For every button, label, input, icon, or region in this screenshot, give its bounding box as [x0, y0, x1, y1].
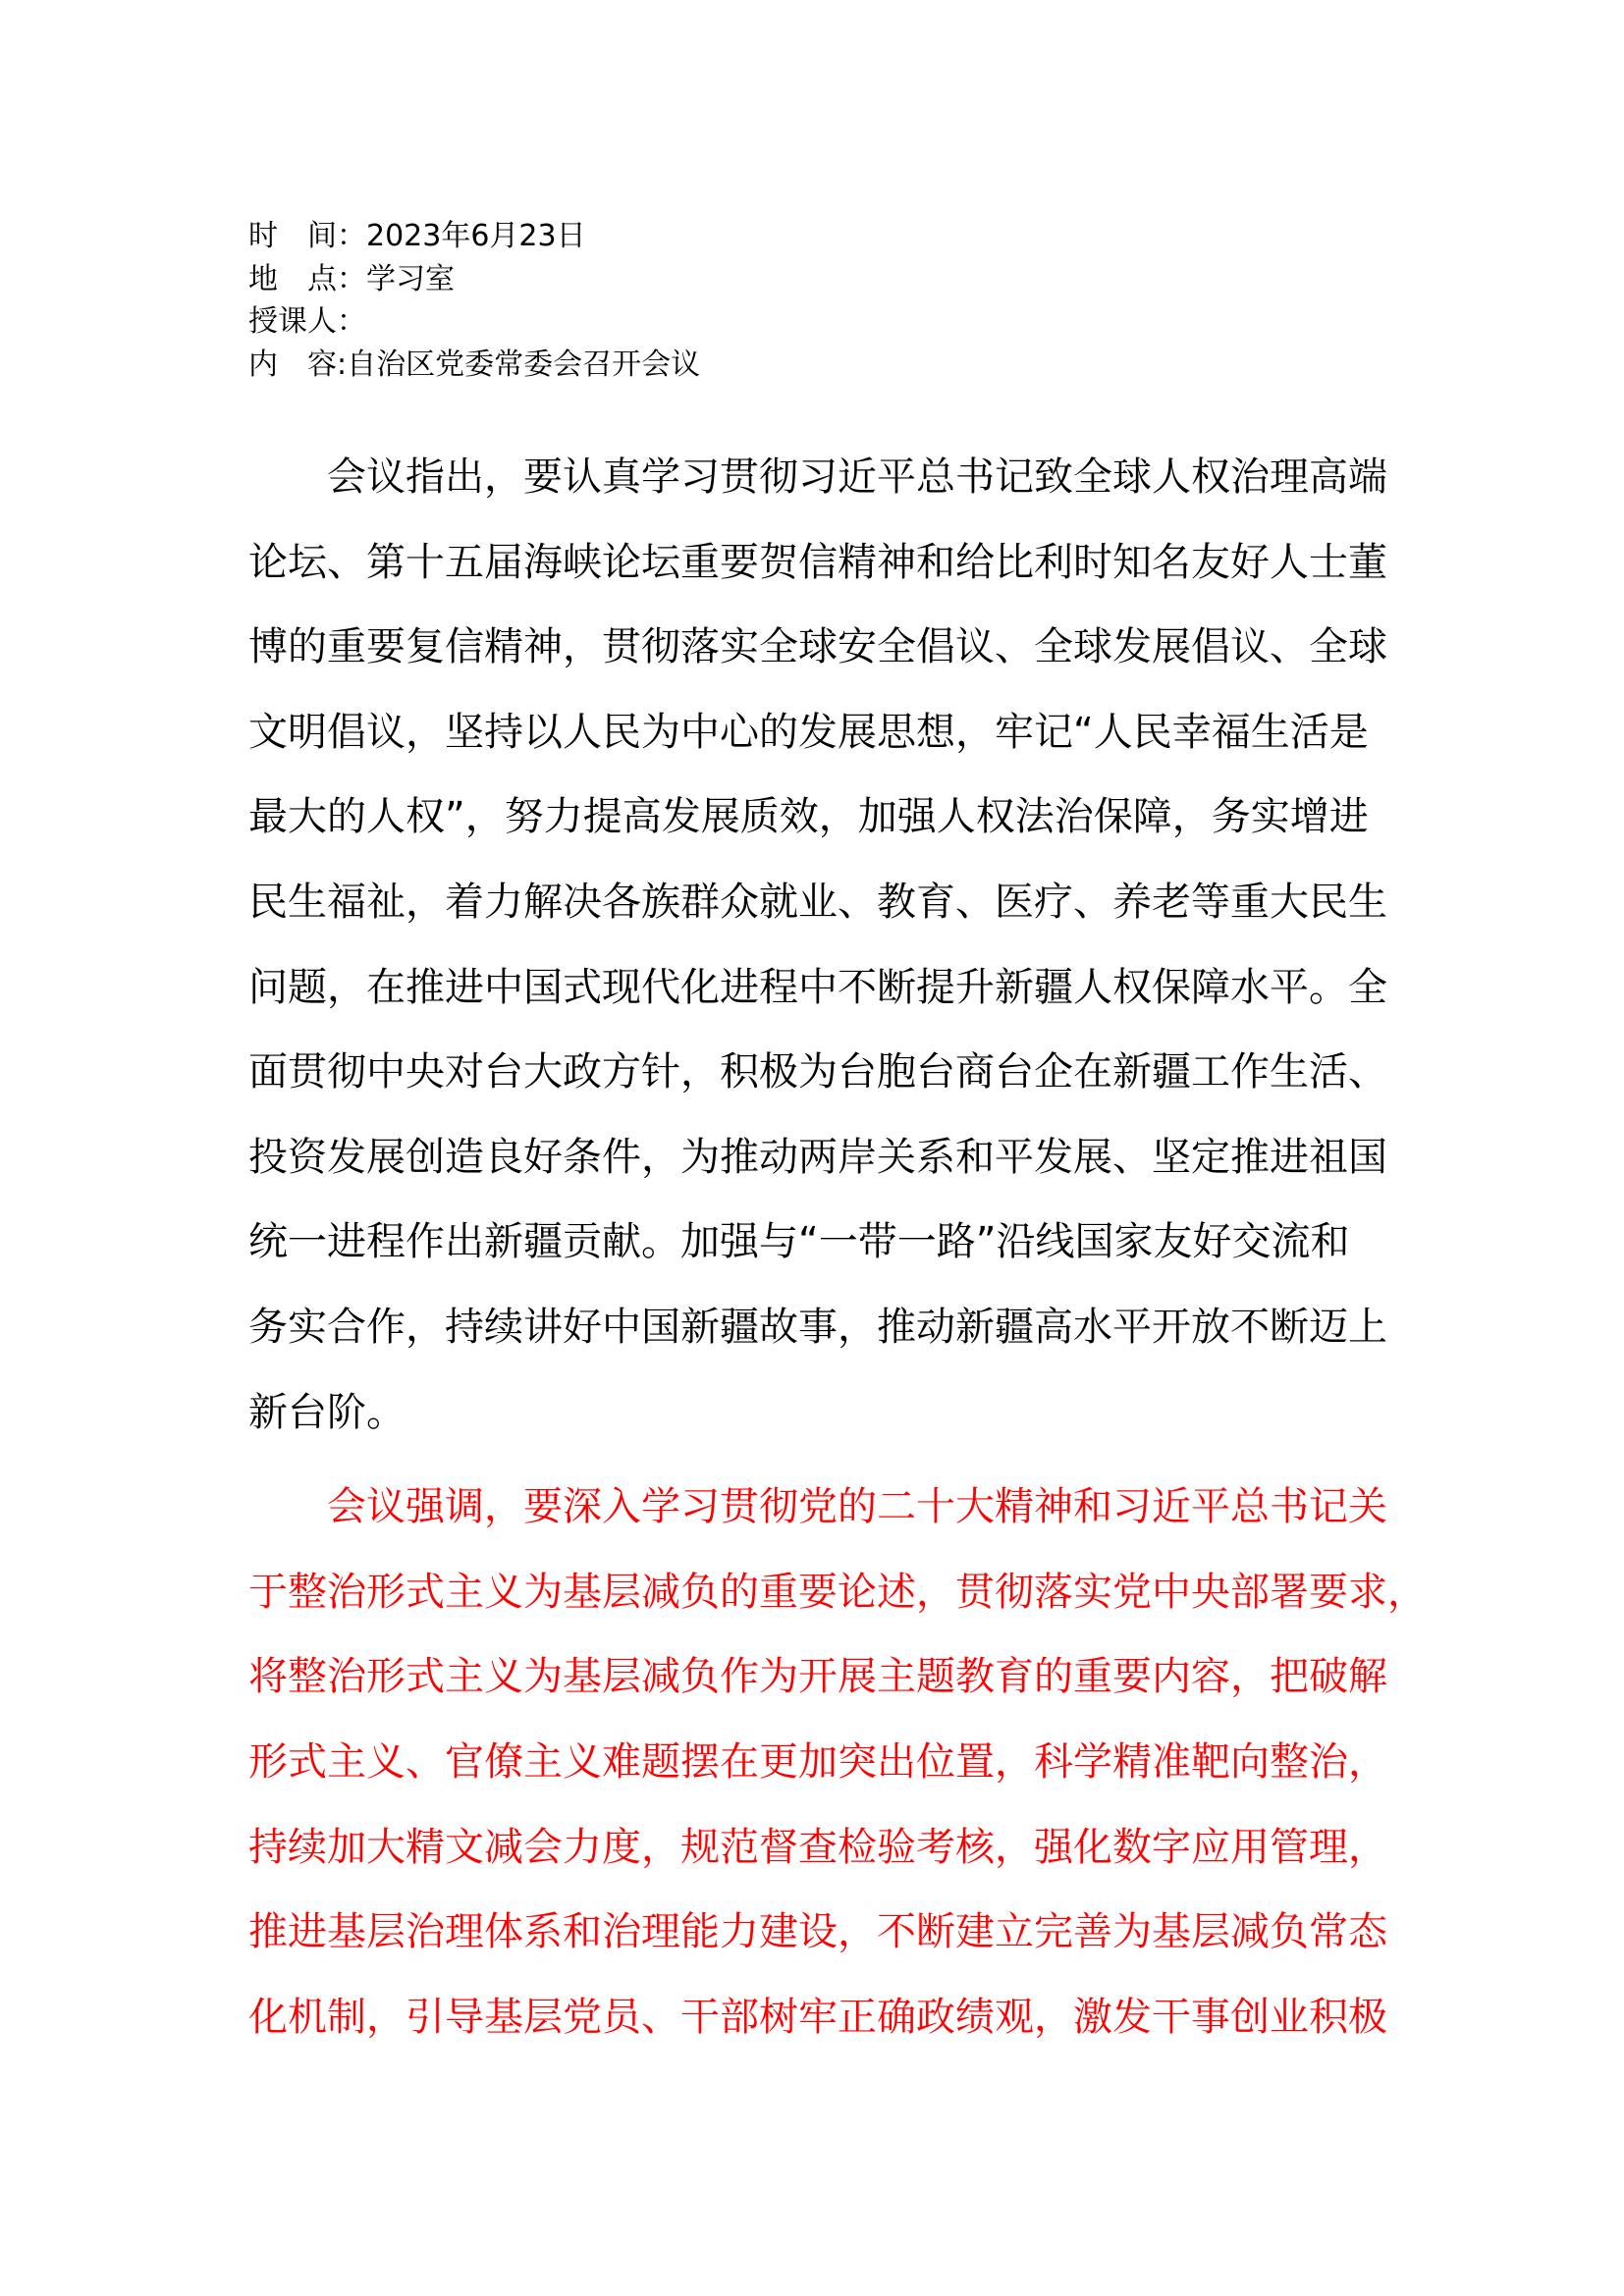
paragraph-line: 面贯彻中央对台大政方针，积极为台胞台商台企在新疆工作生活、: [248, 1049, 1387, 1095]
meeting-info-header: [248, 215, 700, 386]
paragraph-line: 文明倡议，坚持以人民为中心的发展思想，牢记“人民幸福生活是: [248, 709, 1369, 755]
meeting-time-value: 2023年6月23日: [366, 219, 586, 253]
paragraph-line: 化机制，引导基层党员、干部树牢正确政绩观，激发干事创业积极: [248, 1994, 1387, 2040]
paragraph-line: 最大的人权”，努力提高发展质效，加强人权法治保障，务实增进: [248, 794, 1369, 840]
paragraph-line: 于整治形式主义为基层减负的重要论述，贯彻落实党中央部署要求，: [248, 1569, 1427, 1615]
paragraph-line: 统一进程作出新疆贡献。加强与“一带一路”沿线国家友好交流和: [248, 1219, 1350, 1265]
paragraph-line: 将整治形式主义为基层减负作为开展主题教育的重要内容，把破解: [248, 1654, 1387, 1700]
meeting-content-label: 内 容:: [248, 347, 348, 382]
meeting-place-row: [248, 258, 700, 301]
paragraph-line: 会议指出，要认真学习贯彻习近平总书记致全球人权治理高端: [327, 454, 1387, 500]
paragraph-line: 投资发展创造良好条件，为推动两岸关系和平发展、坚定推进祖国: [248, 1134, 1387, 1180]
paragraph-line: 民生福祉，着力解决各族群众就业、教育、医疗、养老等重大民生: [248, 879, 1387, 925]
meeting-content-row: [248, 344, 700, 387]
paragraph-line: 论坛、第十五届海峡论坛重要贺信精神和给比利时知名友好人士董: [248, 539, 1387, 585]
meeting-content-value: 自治区党委常委会召开会议: [347, 347, 701, 382]
lecturer-row: [248, 300, 700, 344]
paragraph-line: 形式主义、官僚主义难题摆在更加突出位置，科学精准靶向整治，: [248, 1738, 1387, 1785]
paragraph-1: [248, 435, 1427, 1455]
paragraph-line: 新台阶。: [248, 1389, 406, 1435]
meeting-time-label: 时 间：: [248, 219, 366, 253]
paragraph-line: 推进基层治理体系和治理能力建设，不断建立完善为基层减负常态: [248, 1909, 1387, 1955]
paragraph-line: 务实合作，持续讲好中国新疆故事，推动新疆高水平开放不断迈上: [248, 1304, 1387, 1350]
paragraph-line: 博的重要复信精神，贯彻落实全球安全倡议、全球发展倡议、全球: [248, 624, 1387, 670]
paragraph-line: 会议强调，要深入学习贯彻党的二十大精神和习近平总书记关: [327, 1484, 1387, 1530]
paragraph-2-highlighted: [248, 1465, 1427, 2059]
meeting-time-row: [248, 215, 700, 258]
lecturer-label: 授课人：: [248, 304, 366, 340]
paragraph-line: 问题，在推进中国式现代化进程中不断提升新疆人权保障水平。全: [248, 964, 1387, 1010]
meeting-place-value: 学习室: [366, 261, 455, 296]
paragraph-line: 持续加大精文减会力度，规范督查检验考核，强化数字应用管理，: [248, 1824, 1387, 1870]
meeting-place-label: 地 点：: [248, 261, 366, 296]
document-body: [248, 435, 1427, 2059]
